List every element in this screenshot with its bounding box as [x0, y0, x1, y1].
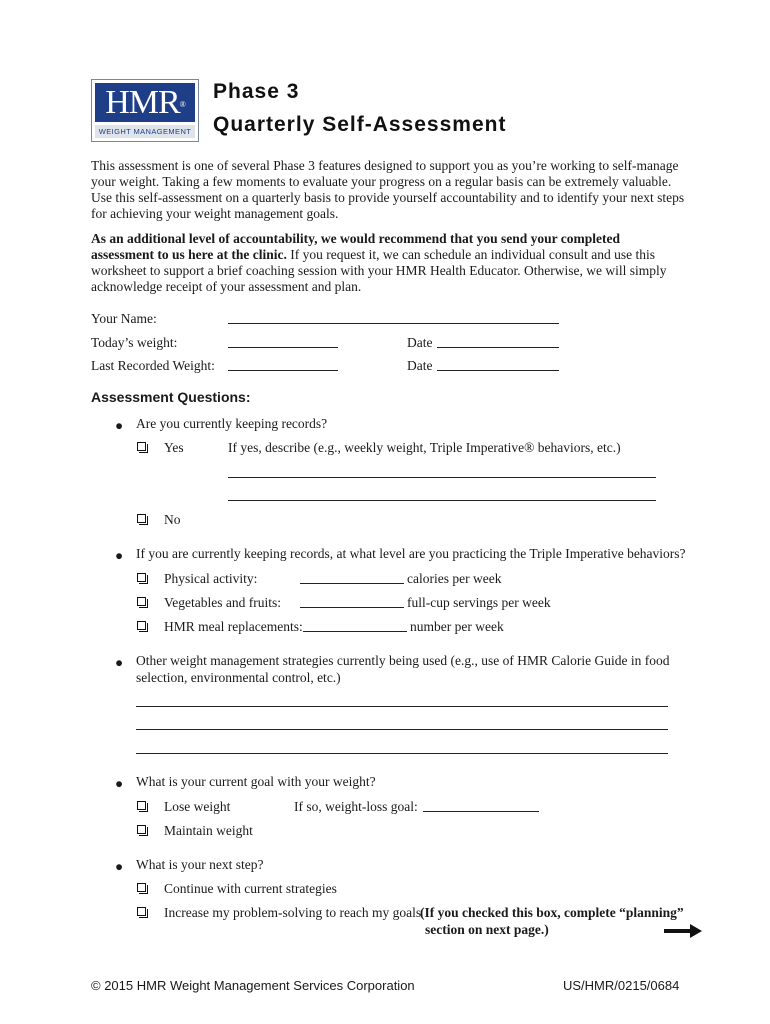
page-title: Quarterly Self-Assessment [213, 113, 507, 136]
meal-unit: number per week [410, 619, 504, 634]
yes-checkbox[interactable] [137, 442, 146, 451]
meal-label: HMR meal replacements: [164, 619, 303, 634]
last-weight-label: Last Recorded Weight: [91, 358, 215, 373]
accountability-text: If you request it, we can schedule an individual consult and use this [286, 247, 656, 262]
planning-note-cont: section on next page.) [425, 922, 549, 937]
footer-document-code: US/HMR/0215/0684 [563, 978, 680, 993]
accountability-text: acknowledge receipt of your assessment and plan. [91, 279, 362, 294]
no-label: No [164, 512, 181, 527]
veg-label: Vegetables and fruits: [164, 595, 281, 610]
goal-label: If so, weight-loss goal: [294, 799, 418, 814]
page-title-phase: Phase 3 [213, 80, 300, 103]
meal-field[interactable] [303, 631, 407, 632]
veg-unit: full-cup servings per week [407, 595, 551, 610]
section-heading: Assessment Questions: [91, 389, 251, 405]
planning-note: (If you checked this box, complete “planning” [420, 905, 684, 920]
question-records: Are you currently keeping records? [136, 416, 328, 431]
last-weight-field[interactable] [228, 370, 338, 371]
weight-field[interactable] [228, 347, 338, 348]
question-triple-imperative: If you are currently keeping records, at what level are you practicing the Triple Imperative behaviors? [136, 546, 686, 561]
intro-paragraph [91, 158, 686, 222]
no-checkbox[interactable] [137, 514, 146, 523]
physical-field[interactable] [300, 583, 404, 584]
hmr-logo [91, 79, 199, 142]
logo-brand: HMR® [95, 83, 195, 122]
accountability-bold: As an additional level of accountability, we would recommend that you send your completed [91, 231, 621, 246]
strategies-line[interactable] [136, 753, 668, 754]
meal-checkbox[interactable] [137, 621, 146, 630]
increase-checkbox[interactable] [137, 907, 146, 916]
intro-line: your weight. Taking a few moments to evaluate your progress on a regular basis can be extremely valuable. [91, 174, 672, 189]
last-date-label: Date [407, 358, 433, 373]
veg-checkbox[interactable] [137, 597, 146, 606]
logo-tagline: WEIGHT MANAGEMENT [95, 125, 195, 138]
physical-checkbox[interactable] [137, 573, 146, 582]
increase-label: Increase my problem-solving to reach my goals [164, 905, 422, 920]
goal-field[interactable] [423, 811, 539, 812]
bullet-icon: ● [115, 418, 124, 433]
physical-unit: calories per week [407, 571, 502, 586]
bullet-icon: ● [115, 655, 124, 670]
date-label: Date [407, 335, 433, 350]
describe-line[interactable] [228, 477, 656, 478]
question-goal: What is your current goal with your weight? [136, 774, 376, 789]
accountability-paragraph [91, 231, 686, 295]
intro-line: Use this self-assessment on a quarterly basis to provide yourself accountability and to identify your next steps [91, 190, 685, 205]
intro-line: This assessment is one of several Phase 3 features designed to support you as you’re working to self-manage [91, 158, 679, 173]
question-other-strategies-cont: selection, environmental control, etc.) [136, 670, 341, 685]
yes-label: Yes [164, 440, 184, 455]
lose-weight-checkbox[interactable] [137, 801, 146, 810]
continue-checkbox[interactable] [137, 883, 146, 892]
date-field[interactable] [437, 347, 559, 348]
describe-line[interactable] [228, 500, 656, 501]
physical-label: Physical activity: [164, 571, 258, 586]
bullet-icon: ● [115, 859, 124, 874]
strategies-line[interactable] [136, 729, 668, 730]
accountability-text: worksheet to support a brief coaching session with your HMR Health Educator. Otherwise, we will simply [91, 263, 667, 278]
yes-describe-label: If yes, describe (e.g., weekly weight, Triple Imperative® behaviors, etc.) [228, 440, 621, 455]
continue-label: Continue with current strategies [164, 881, 337, 896]
weight-label: Today’s weight: [91, 335, 178, 350]
question-other-strategies: Other weight management strategies currently being used (e.g., use of HMR Calorie Guide in food [136, 653, 670, 668]
intro-line: for achieving your weight management goals. [91, 206, 339, 221]
name-label: Your Name: [91, 311, 157, 326]
last-date-field[interactable] [437, 370, 559, 371]
question-next-step: What is your next step? [136, 857, 264, 872]
bullet-icon: ● [115, 776, 124, 791]
accountability-bold: assessment to us here at the clinic. [91, 247, 287, 262]
strategies-line[interactable] [136, 706, 668, 707]
bullet-icon: ● [115, 548, 124, 563]
footer-copyright: © 2015 HMR Weight Management Services Corporation [91, 978, 415, 993]
maintain-weight-label: Maintain weight [164, 823, 253, 838]
maintain-weight-checkbox[interactable] [137, 825, 146, 834]
arrow-right-icon [664, 924, 702, 938]
name-field[interactable] [228, 323, 559, 324]
lose-weight-label: Lose weight [164, 799, 231, 814]
veg-field[interactable] [300, 607, 404, 608]
